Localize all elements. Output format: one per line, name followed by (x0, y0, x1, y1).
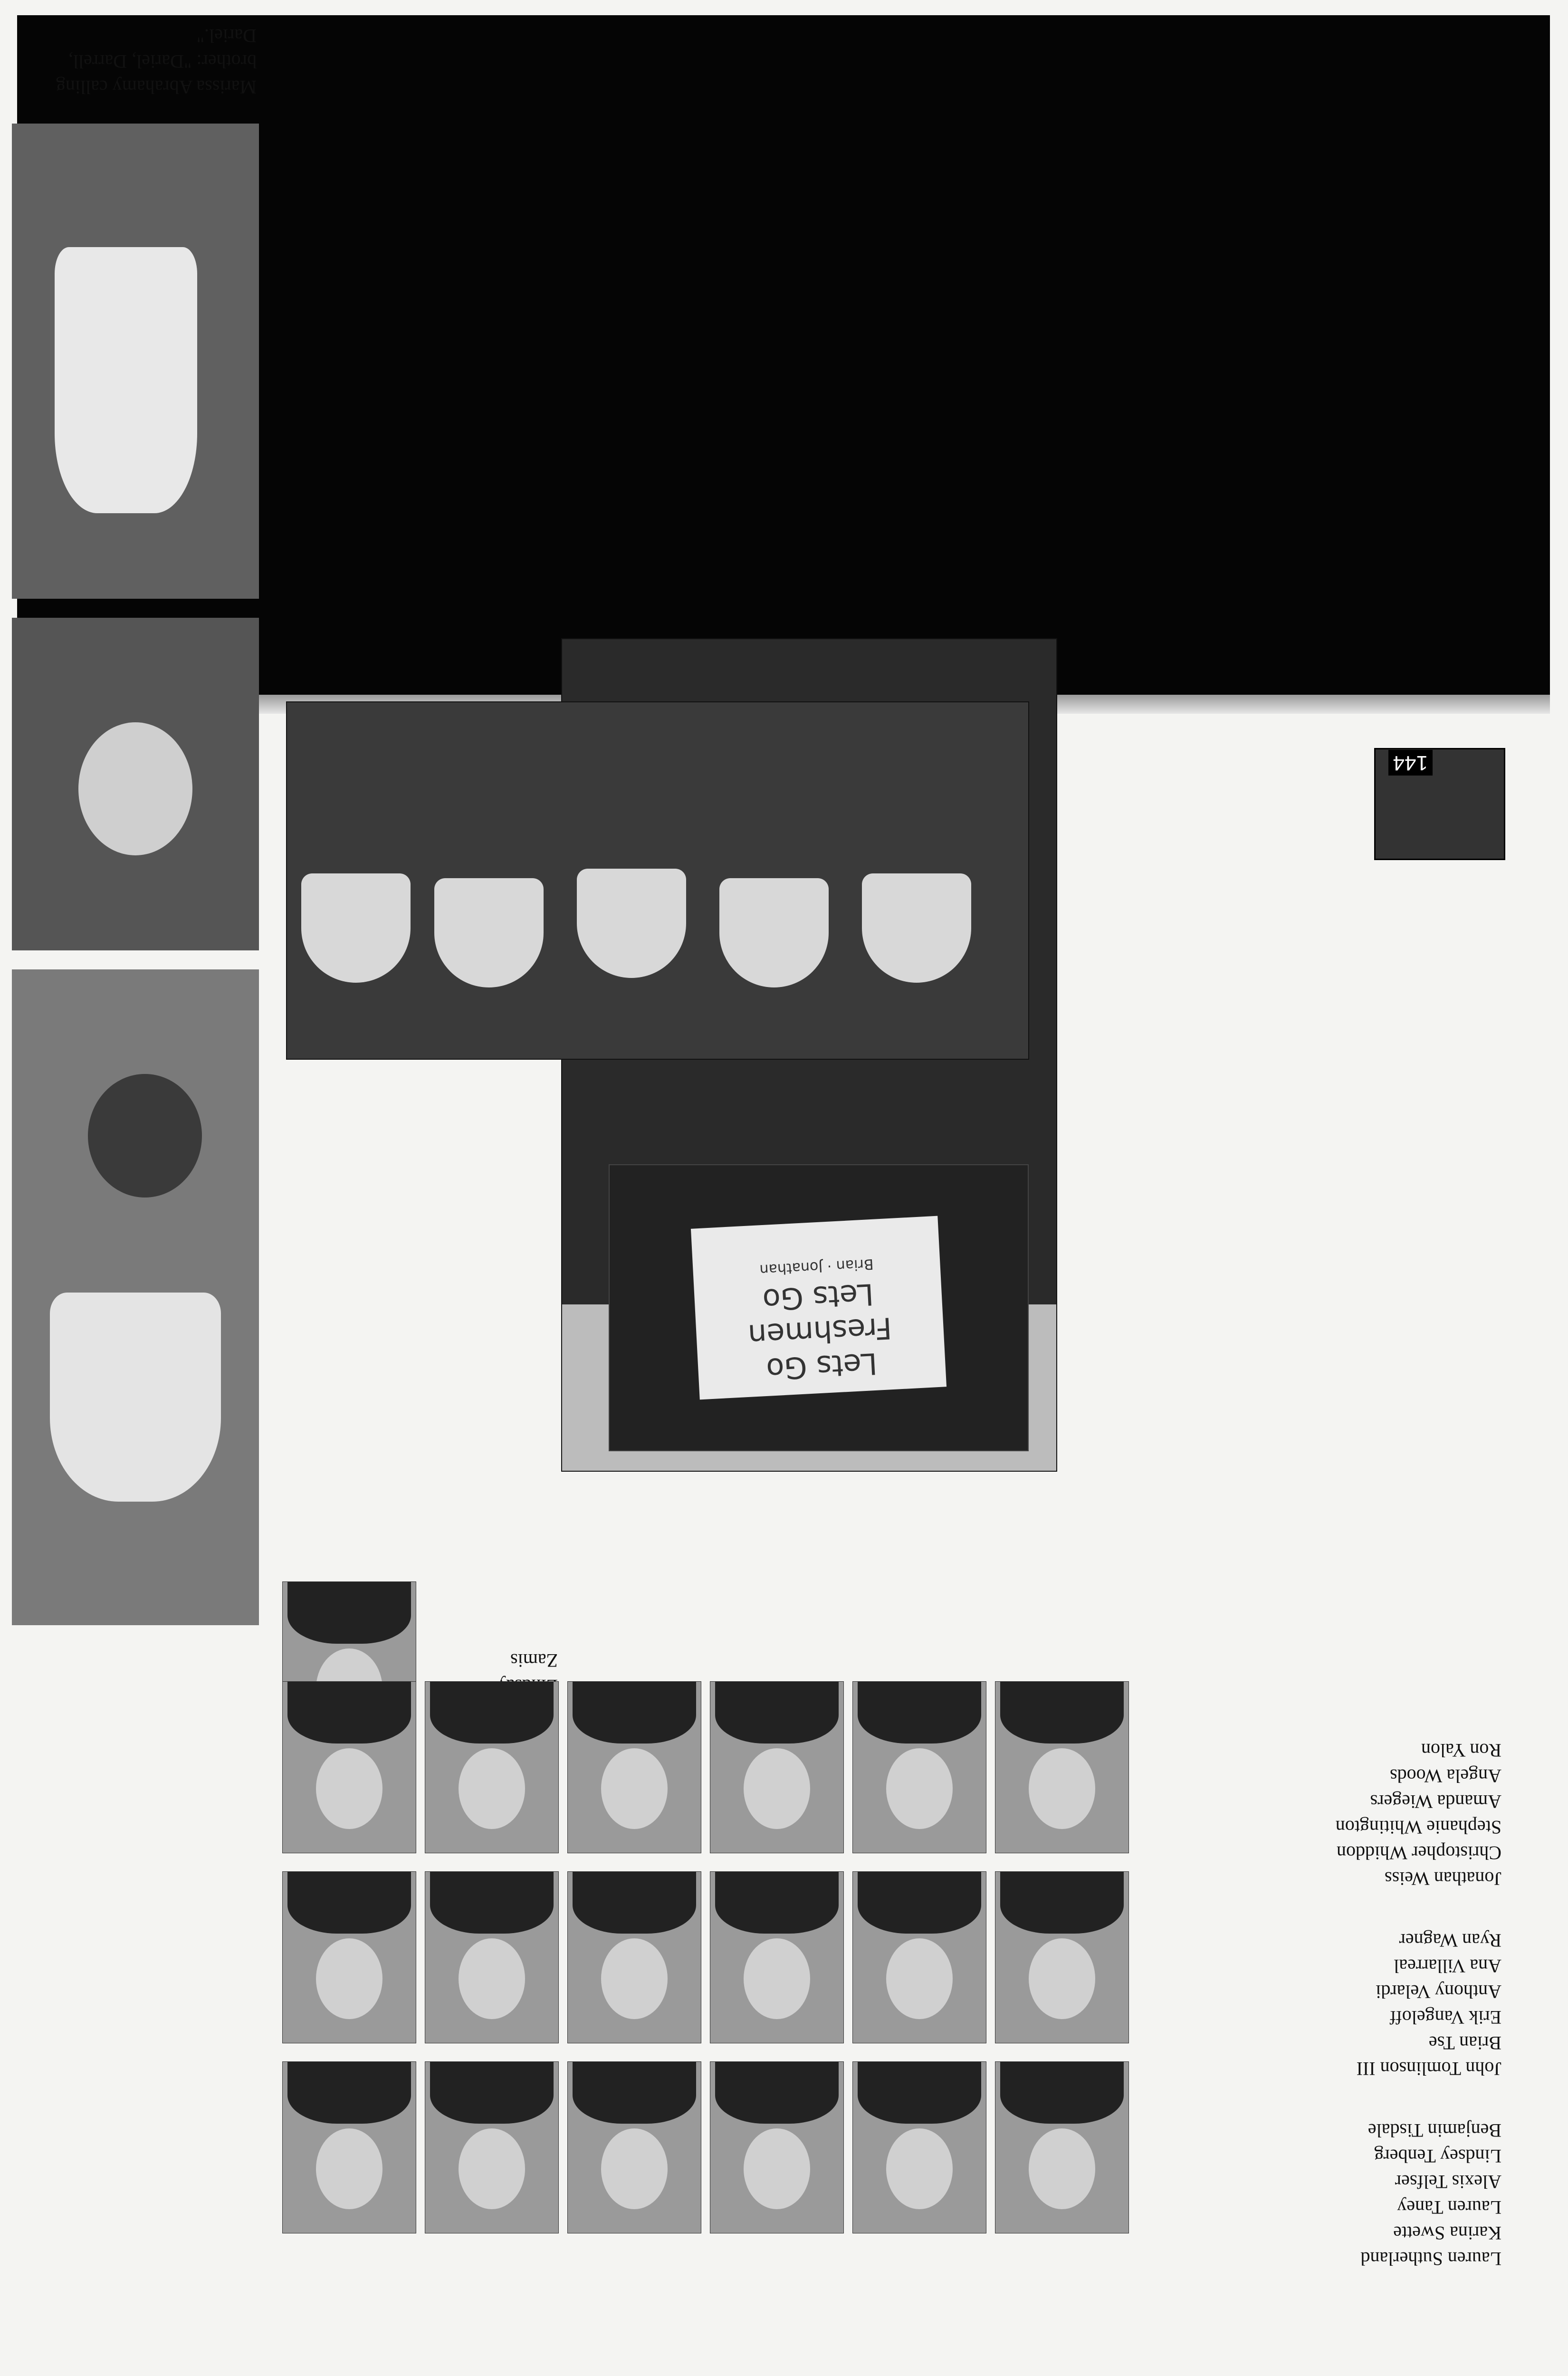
name-entry: Ron Yalon (1421, 1740, 1501, 1761)
portrait (995, 1871, 1129, 2043)
sign-photo (609, 1164, 1029, 1451)
portrait (852, 1681, 986, 1853)
name-entry: Lindsey Tenberg (1374, 2146, 1501, 2167)
name-column-1 (1254, 2117, 1501, 2271)
portrait (852, 1871, 986, 2043)
name-entry: Benjamin Tisdale (1367, 2120, 1501, 2141)
portrait (710, 1681, 844, 1853)
name-entry: John Tomlinson III (1356, 2058, 1501, 2079)
name-entry: Karina Swette (1393, 2223, 1501, 2244)
portrait (995, 1681, 1129, 1853)
page-number-graphic (1374, 748, 1505, 860)
portrait (852, 2061, 986, 2233)
caption-marissa: Marissa Abrahamy calling brother: "Dariel, Darrell, Dariel." (56, 25, 257, 98)
name-entry: Lauren Sutherland (1360, 2248, 1501, 2270)
photo-spice-girls (286, 701, 1029, 1060)
portrait (425, 1871, 559, 2043)
name-entry: Ryan Wagner (1399, 1930, 1501, 1951)
name-entry: Alexis Telfser (1395, 2171, 1501, 2193)
portrait (710, 1871, 844, 2043)
extra-portrait-name: Zamis (510, 1650, 558, 1671)
name-entry: Jonathan Weiss (1384, 1868, 1501, 1889)
name-entry: Anthony Velardi (1376, 1981, 1501, 2002)
name-entry: Stephanie Whitington (1335, 1817, 1501, 1838)
portrait (282, 1681, 416, 1853)
name-entry: Amanda Wiegers (1370, 1791, 1501, 1812)
name-entry: Christopher Whiddon (1336, 1842, 1501, 1864)
page-number: 144 (1388, 750, 1433, 776)
portrait (710, 2061, 844, 2233)
portrait (425, 1681, 559, 1853)
name-entry: Erik Vangeloff (1389, 2007, 1501, 2028)
portrait (995, 2061, 1129, 2233)
portrait (567, 2061, 701, 2233)
portrait (282, 1871, 416, 2043)
sign-line-2: Freshmen (747, 1311, 893, 1353)
portrait (567, 1681, 701, 1853)
portrait (567, 1871, 701, 2043)
name-entry: Lauren Taney (1397, 2197, 1501, 2218)
name-column-3 (1254, 1737, 1501, 1891)
photo-group-outdoor (12, 124, 259, 599)
photo-boy-portrait (12, 618, 259, 950)
name-entry: Brian Tse (1428, 2032, 1501, 2054)
sign-line-3: Lets Go (762, 1276, 875, 1318)
photo-marissa (12, 969, 259, 1625)
portrait (282, 2061, 416, 2233)
sign-line-1: Lets Go (765, 1346, 879, 1387)
name-entry: Ana Villarreal (1394, 1955, 1501, 1977)
name-column-2 (1254, 1927, 1501, 2081)
name-entry: Angela Woods (1390, 1765, 1501, 1787)
sign-signatures: Brian · Jonathan (759, 1255, 874, 1278)
portrait (425, 2061, 559, 2233)
